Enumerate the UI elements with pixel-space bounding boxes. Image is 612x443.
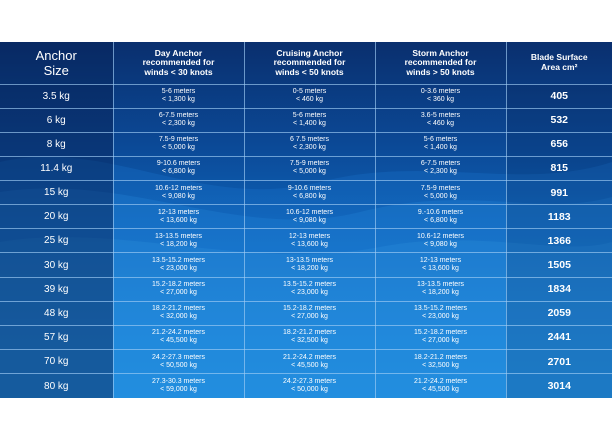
boat-weight: < 18,200 kg [422,289,459,297]
boat-weight: < 5,000 kg [424,192,457,200]
boat-weight: < 59,000 kg [160,386,197,394]
boat-weight: < 27,000 kg [422,337,459,345]
boat-weight: < 45,500 kg [160,337,197,345]
boat-weight: < 6,800 kg [162,168,195,176]
boat-weight: < 23,000 kg [160,265,197,273]
boat-length: 27.3-30.3 meters [152,378,205,386]
cruising-anchor-cell [244,205,375,229]
table-row [0,374,612,398]
boat-weight: < 1,400 kg [424,144,457,152]
boat-weight: < 1,300 kg [162,96,195,104]
boat-weight: < 2,300 kg [424,168,457,176]
storm-anchor-cell [375,156,506,180]
boat-length: 13.5-15.2 meters [152,257,205,265]
day-anchor-cell [113,277,244,301]
boat-weight: < 9,080 kg [162,192,195,200]
anchor-size-cell: 3.5 kg [0,84,113,108]
table-row [0,84,612,108]
anchor-size-cell: 39 kg [0,277,113,301]
boat-length: 18.2-21.2 meters [152,305,205,313]
day-anchor-cell [113,229,244,253]
header-blade-surface-area: Blade Surface Area cm² [506,42,612,84]
boat-length: 21.2-24.2 meters [283,353,336,361]
boat-weight: < 460 kg [295,96,324,104]
cruising-anchor-cell [244,181,375,205]
blade-area-cell: 1834 [506,277,612,301]
boat-length: 10.6-12 meters [416,232,465,240]
table-row [0,301,612,325]
boat-weight: < 9,080 kg [293,216,326,224]
boat-weight: < 5,000 kg [293,168,326,176]
blade-area-cell: 405 [506,84,612,108]
table-row [0,132,612,156]
boat-length: 6-7.5 meters [420,160,461,168]
cruising-anchor-cell [244,301,375,325]
boat-length: 5-6 meters [423,136,458,144]
boat-length: 7.5-9 meters [420,184,461,192]
boat-length: 13.5-15.2 meters [414,305,467,313]
boat-weight: < 27,000 kg [160,289,197,297]
blade-area-cell: 1183 [506,205,612,229]
boat-weight: < 6,800 kg [424,216,457,224]
blade-area-cell: 532 [506,108,612,132]
boat-weight: < 5,000 kg [162,144,195,152]
boat-weight: < 23,000 kg [291,289,328,297]
boat-weight: < 32,000 kg [160,313,197,321]
table-row [0,325,612,349]
day-anchor-cell [113,350,244,374]
cruising-anchor-cell [244,277,375,301]
boat-weight: < 13,600 kg [291,240,328,248]
header-anchor-size: Anchor Size [0,42,113,84]
boat-length: 5-6 meters [161,88,196,96]
anchor-table [0,42,612,398]
boat-weight: < 2,300 kg [162,120,195,128]
cruising-anchor-cell [244,229,375,253]
boat-weight: < 13,600 kg [160,216,197,224]
boat-weight: < 45,500 kg [291,361,328,369]
cruising-anchor-cell [244,374,375,398]
boat-weight: < 1,400 kg [293,120,326,128]
boat-weight: < 27,000 kg [291,313,328,321]
table-row [0,277,612,301]
table-row [0,253,612,277]
boat-length: 24.2-27.3 meters [152,353,205,361]
storm-anchor-cell [375,181,506,205]
anchor-size-cell: 15 kg [0,181,113,205]
boat-length: 9.-10.6 meters [417,208,464,216]
day-anchor-cell [113,253,244,277]
cruising-anchor-cell [244,325,375,349]
boat-weight: < 9,080 kg [424,240,457,248]
anchor-size-cell: 6 kg [0,108,113,132]
blade-area-cell: 656 [506,132,612,156]
anchor-size-cell: 11.4 kg [0,156,113,180]
storm-anchor-cell [375,374,506,398]
blade-area-cell: 2059 [506,301,612,325]
boat-length: 13.5-15.2 meters [283,281,336,289]
boat-length: 10.6-12 meters [285,208,334,216]
boat-length: 5-6 meters [292,112,327,120]
anchor-size-chart [0,42,612,398]
boat-length: 9-10.6 meters [156,160,201,168]
cruising-anchor-cell [244,108,375,132]
storm-anchor-cell [375,301,506,325]
table-row [0,156,612,180]
table-row [0,205,612,229]
cruising-anchor-cell [244,132,375,156]
boat-length: 0-3.6 meters [420,88,461,96]
boat-length: 12-13 meters [419,257,462,265]
boat-length: 9-10.6 meters [287,184,332,192]
day-anchor-cell [113,325,244,349]
header-row [0,42,612,84]
boat-length: 3.6-5 meters [420,112,461,120]
storm-anchor-cell [375,205,506,229]
cruising-anchor-cell [244,84,375,108]
boat-weight: < 18,200 kg [291,265,328,273]
table-row [0,350,612,374]
boat-weight: < 460 kg [426,120,455,128]
boat-length: 15.2-18.2 meters [152,281,205,289]
boat-weight: < 18,200 kg [160,240,197,248]
anchor-size-cell: 48 kg [0,301,113,325]
boat-length: 18.2-21.2 meters [283,329,336,337]
day-anchor-cell [113,108,244,132]
boat-weight: < 50,000 kg [291,386,328,394]
day-anchor-cell [113,156,244,180]
boat-length: 7.5-9 meters [289,160,330,168]
day-anchor-cell [113,181,244,205]
anchor-size-cell: 57 kg [0,325,113,349]
anchor-size-cell: 25 kg [0,229,113,253]
header-storm-anchor: Storm Anchor recommended for winds > 50 knots [375,42,506,84]
day-anchor-cell [113,84,244,108]
storm-anchor-cell [375,229,506,253]
storm-anchor-cell [375,108,506,132]
header-day-anchor: Day Anchor recommended for winds < 30 knots [113,42,244,84]
boat-length: 13-13.5 meters [285,257,334,265]
boat-length: 10.6-12 meters [154,184,203,192]
storm-anchor-cell [375,253,506,277]
boat-length: 6 7.5 meters [290,136,329,144]
storm-anchor-cell [375,132,506,156]
boat-weight: < 23,000 kg [422,313,459,321]
boat-length: 18.2-21.2 meters [414,353,467,361]
blade-area-cell: 3014 [506,374,612,398]
boat-weight: < 32,500 kg [291,337,328,345]
table-row [0,181,612,205]
boat-length: 24.2-27.3 meters [283,378,336,386]
blade-area-cell: 991 [506,181,612,205]
anchor-size-cell: 70 kg [0,350,113,374]
blade-area-cell: 815 [506,156,612,180]
boat-length: 6-7.5 meters [158,112,199,120]
anchor-size-cell: 80 kg [0,374,113,398]
boat-weight: < 13,600 kg [422,265,459,273]
storm-anchor-cell [375,350,506,374]
storm-anchor-cell [375,325,506,349]
boat-weight: < 50,500 kg [160,361,197,369]
boat-length: 15.2-18.2 meters [283,305,336,313]
boat-weight: < 2,300 kg [293,144,326,152]
boat-weight: < 45,500 kg [422,386,459,394]
boat-length: 12-13 meters [288,232,331,240]
cruising-anchor-cell [244,350,375,374]
cruising-anchor-cell [244,253,375,277]
anchor-size-cell: 20 kg [0,205,113,229]
blade-area-cell: 2441 [506,325,612,349]
day-anchor-cell [113,374,244,398]
boat-length: 13-13.5 meters [154,232,203,240]
storm-anchor-cell [375,84,506,108]
day-anchor-cell [113,132,244,156]
boat-length: 21.2-24.2 meters [152,329,205,337]
anchor-size-cell: 8 kg [0,132,113,156]
boat-length: 12-13 meters [157,208,200,216]
storm-anchor-cell [375,277,506,301]
blade-area-cell: 1505 [506,253,612,277]
boat-weight: < 32,500 kg [422,361,459,369]
boat-length: 15.2-18.2 meters [414,329,467,337]
boat-length: 13-13.5 meters [416,281,465,289]
day-anchor-cell [113,301,244,325]
table-body [0,84,612,398]
header-cruising-anchor: Cruising Anchor recommended for winds < 50 knots [244,42,375,84]
table-row [0,229,612,253]
boat-length: 0-5 meters [292,88,327,96]
blade-area-cell: 1366 [506,229,612,253]
blade-area-cell: 2701 [506,350,612,374]
boat-length: 7.5-9 meters [158,136,199,144]
day-anchor-cell [113,205,244,229]
cruising-anchor-cell [244,156,375,180]
anchor-size-cell: 30 kg [0,253,113,277]
table-row [0,108,612,132]
boat-weight: < 6,800 kg [293,192,326,200]
boat-length: 21.2-24.2 meters [414,378,467,386]
boat-weight: < 360 kg [426,96,455,104]
